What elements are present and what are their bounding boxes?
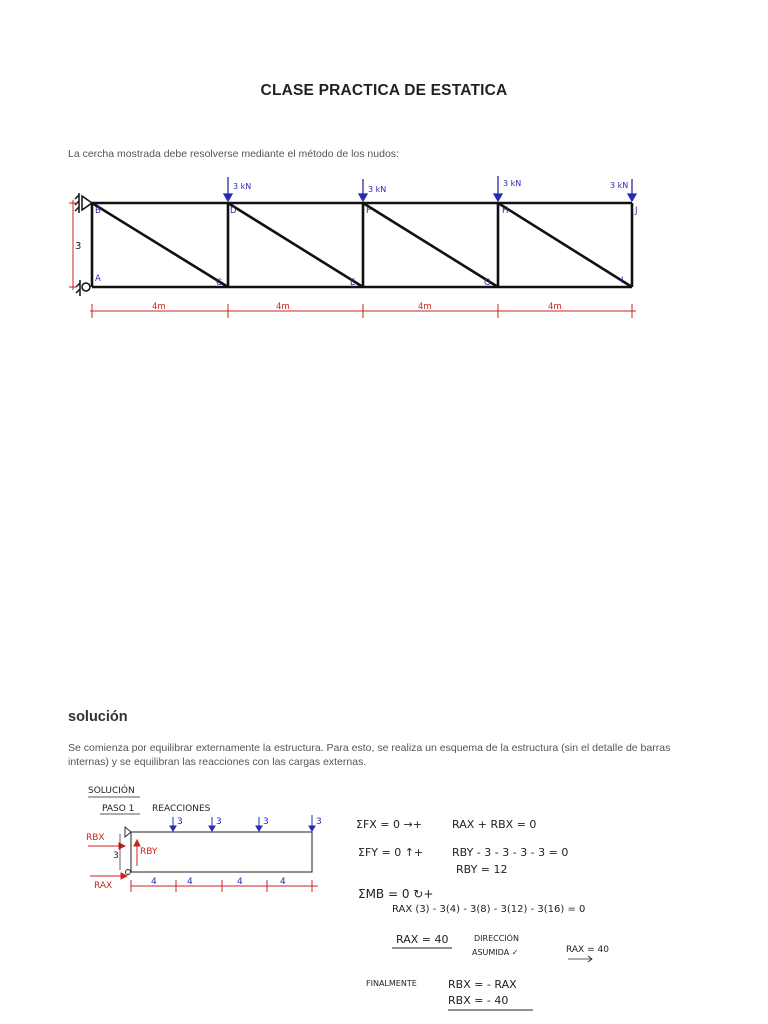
truss-members — [92, 203, 632, 287]
eq-rax-direction: RAX = 40 — [566, 945, 609, 955]
eq-moment-expression: RAX (3) - 3(4) - 3(8) - 3(12) - 3(16) = 0 — [392, 904, 586, 915]
solution-figure — [0, 780, 768, 1024]
eq-sum-fy: ΣFY = 0 ↑+ — [358, 846, 424, 859]
eq-rbx-result: RBX = - 40 — [448, 994, 509, 1007]
load-label-3: 3 kN — [503, 179, 522, 188]
span-label-3: 4m — [418, 302, 432, 312]
sketch-step: PASO 1 — [102, 804, 135, 814]
sketch-span-2: 4 — [187, 877, 193, 887]
eq-rby-result: RBY = 12 — [456, 863, 508, 876]
load-label-4: 3 kN — [610, 181, 629, 190]
sketch-load-arrows — [170, 815, 315, 831]
node-label-f: F — [366, 206, 371, 216]
load-label-1: 3 kN — [233, 182, 252, 191]
load-arrows — [224, 176, 636, 201]
assumed-direction-check: ASUMIDA ✓ — [472, 948, 519, 957]
node-label-b: B — [95, 206, 101, 216]
sketch-load-1: 3 — [177, 817, 183, 827]
sketch-load-3: 3 — [263, 817, 269, 827]
node-label-a: A — [95, 274, 101, 284]
node-label-h: H — [502, 206, 509, 216]
sketch-span-4: 4 — [280, 877, 286, 887]
eq-fy-expression: RBY - 3 - 3 - 3 - 3 = 0 — [452, 846, 569, 859]
eq-rax-result: RAX = 40 — [396, 933, 449, 946]
node-label-j: J — [635, 206, 638, 216]
structure-outline — [131, 832, 312, 872]
load-label-2: 3 kN — [368, 185, 387, 194]
node-label-d: D — [230, 206, 237, 216]
assumed-direction-label: DIRECCIÓN — [474, 934, 519, 943]
solution-heading: solución — [68, 709, 128, 725]
finally-label: FINALMENTE — [366, 979, 417, 988]
solution-paragraph: Se comienza por equilibrar externamente la estructura. Para esto, se realiza un esquema de la estructura (sin el detalle de barras internas) y se equilibran las reacciones con las cargas externas. — [68, 742, 671, 768]
height-label: 3 — [75, 241, 82, 252]
rax-direction-arrow — [568, 956, 592, 962]
sketch-load-4: 3 — [316, 817, 322, 827]
sketch-roller — [126, 870, 131, 875]
eq-rbx-relation: RBX = - RAX — [448, 978, 517, 991]
sketch-span-1: 4 — [151, 877, 157, 887]
sketch-subtitle: REACCIONES — [152, 804, 211, 814]
span-label-4: 4m — [548, 302, 562, 312]
eq-sum-fx: ΣFX = 0 →+ — [356, 818, 422, 831]
page-title: CLASE PRACTICA DE ESTATICA — [260, 82, 508, 99]
sketch-height: 3 — [113, 851, 119, 861]
intro-paragraph: La cercha mostrada debe resolverse mediante el método de los nudos: — [68, 148, 399, 160]
roller-support-bottom — [76, 280, 90, 296]
reaction-rax: RAX — [94, 881, 113, 891]
sketch-span-3: 4 — [237, 877, 243, 887]
eq-sum-mb: ΣMB = 0 ↻+ — [358, 887, 434, 901]
eq-fx-result: RAX + RBX = 0 — [452, 818, 537, 831]
truss-figure — [0, 0, 768, 330]
span-label-2: 4m — [276, 302, 290, 312]
node-label-e: E — [350, 278, 356, 288]
reaction-rbx: RBX — [86, 833, 105, 843]
sketch-title: SOLUCIÓN — [88, 786, 135, 796]
node-label-g: G — [484, 278, 491, 288]
sketch-load-2: 3 — [216, 817, 222, 827]
span-label-1: 4m — [152, 302, 166, 312]
reaction-rby: RBY — [140, 847, 158, 857]
node-label-i: I — [621, 276, 624, 286]
sketch-pin — [125, 827, 131, 837]
node-label-c: C — [216, 278, 222, 288]
pin-support-top — [75, 193, 92, 213]
